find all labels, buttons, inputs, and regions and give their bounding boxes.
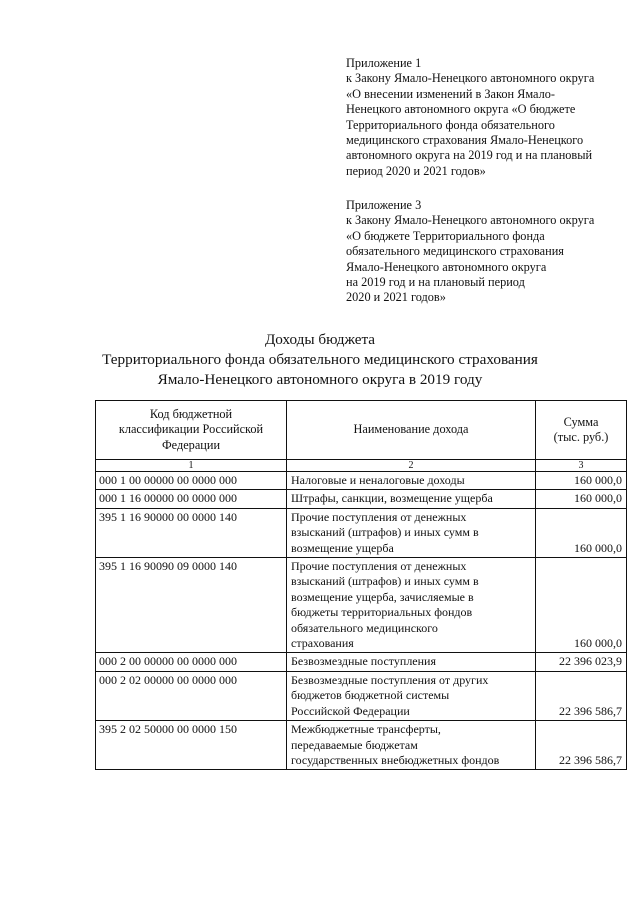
header-code-line: классификации Российской [118,422,264,437]
row-name-line: возмещение ущерба [291,540,394,555]
column-number: 1 [96,460,287,472]
document-title [0,330,640,390]
row-name-line: Межбюджетные трансферты, [291,722,441,737]
row-name-line: Прочие поступления от денежных [291,559,467,574]
row-code: 395 1 16 90090 09 0000 140 [96,558,287,653]
appendix-1-line: период 2020 и 2021 годов» [346,163,486,178]
header-code-line: Код бюджетной [149,406,233,421]
column-number: 3 [536,460,627,472]
row-amount: 160 000,0 [536,508,627,557]
row-name-line: возмещение ущерба, зачисляемые в [291,589,474,604]
table-row [96,653,627,671]
row-name-line: бюджетов бюджетной системы [291,688,450,703]
row-name-line: обязательного медицинского [291,620,438,635]
row-code: 000 1 16 00000 00 0000 000 [96,490,287,508]
row-code: 000 2 00 00000 00 0000 000 [96,653,287,671]
row-name-line: Налоговые и неналоговые доходы [291,473,465,487]
row-code: 000 1 00 00000 00 0000 000 [96,472,287,490]
appendix-1-line: к Закону Ямало-Ненецкого автономного округа [346,71,595,86]
appendix-3-line: Приложение 3 [346,198,422,212]
row-name-line: Российской Федерации [291,703,410,718]
table-row [96,558,627,653]
header-name-line: Наименование дохода [353,422,469,437]
row-code: 395 1 16 90000 00 0000 140 [96,508,287,557]
appendix-1-line: Приложение 1 [346,56,422,70]
appendix-3-line: к Закону Ямало-Ненецкого автономного округа [346,213,595,228]
appendix-1-caption [346,56,626,179]
row-name-line: страхования [291,636,354,651]
header-amount-line: Сумма [563,414,599,429]
header-amount [536,401,627,460]
table-row [96,490,627,508]
column-number-row [96,460,627,472]
appendix-1-line: Ненецкого автономного округа «О бюджете [346,102,576,117]
row-name-line: государственных внебюджетных фондов [291,752,500,767]
title-line: Территориального фонда обязательного медицинского страхования [102,351,538,368]
revenue-table [95,400,627,770]
appendix-3-line: 2020 и 2021 годов» [346,290,446,305]
header-name [287,401,536,460]
column-number: 2 [287,460,536,472]
row-name-line: Прочие поступления от денежных [291,509,467,524]
header-code-line: Федерации [161,437,221,452]
appendix-3-line: на 2019 год и на плановый период [346,275,525,290]
row-amount: 22 396 586,7 [536,671,627,720]
row-name-line: бюджеты территориальных фондов [291,605,473,620]
title-line: Доходы бюджета [264,331,376,348]
row-name [287,508,536,557]
row-amount: 160 000,0 [536,472,627,490]
row-name [287,721,536,770]
appendix-1-line: автономного округа на 2019 год и на плановый [346,148,593,163]
table-row [96,671,627,720]
row-name-line: Штрафы, санкции, возмещение ущерба [291,491,493,506]
appendix-3-caption [346,198,626,306]
table-header-row [96,401,627,460]
appendix-3-line: обязательного медицинского страхования [346,244,564,259]
row-code: 000 2 02 00000 00 0000 000 [96,671,287,720]
row-name-line: Безвозмездные поступления [291,654,436,669]
row-name-line: взысканий (штрафов) и иных сумм в [291,525,479,540]
row-name [287,558,536,653]
row-code: 395 2 02 50000 00 0000 150 [96,721,287,770]
row-amount: 22 396 023,9 [536,653,627,671]
row-name [287,490,536,508]
appendix-1-line: медицинского страхования Ямало-Ненецкого [346,133,584,148]
appendix-3-line: Ямало-Ненецкого автономного округа [346,259,547,274]
appendix-3-line: «О бюджете Территориального фонда [346,228,545,243]
row-name-line: взысканий (штрафов) и иных сумм в [291,574,479,589]
header-code [96,401,287,460]
row-amount: 160 000,0 [536,558,627,653]
appendix-1-line: «О внесении изменений в Закон Ямало- [346,86,555,101]
row-name-line: передаваемые бюджетам [291,737,418,752]
header-amount-line: (тыс. руб.) [553,430,609,444]
table-row [96,472,627,490]
row-name-line: Безвозмездные поступления от других [291,672,489,687]
table-row [96,508,627,557]
row-amount: 22 396 586,7 [536,721,627,770]
title-line: Ямало-Ненецкого автономного округа в 2019 году [157,371,483,388]
table-row [96,721,627,770]
row-amount: 160 000,0 [536,490,627,508]
row-name [287,472,536,490]
appendix-1-line: Территориального фонда обязательного [346,117,555,132]
row-name [287,671,536,720]
row-name [287,653,536,671]
